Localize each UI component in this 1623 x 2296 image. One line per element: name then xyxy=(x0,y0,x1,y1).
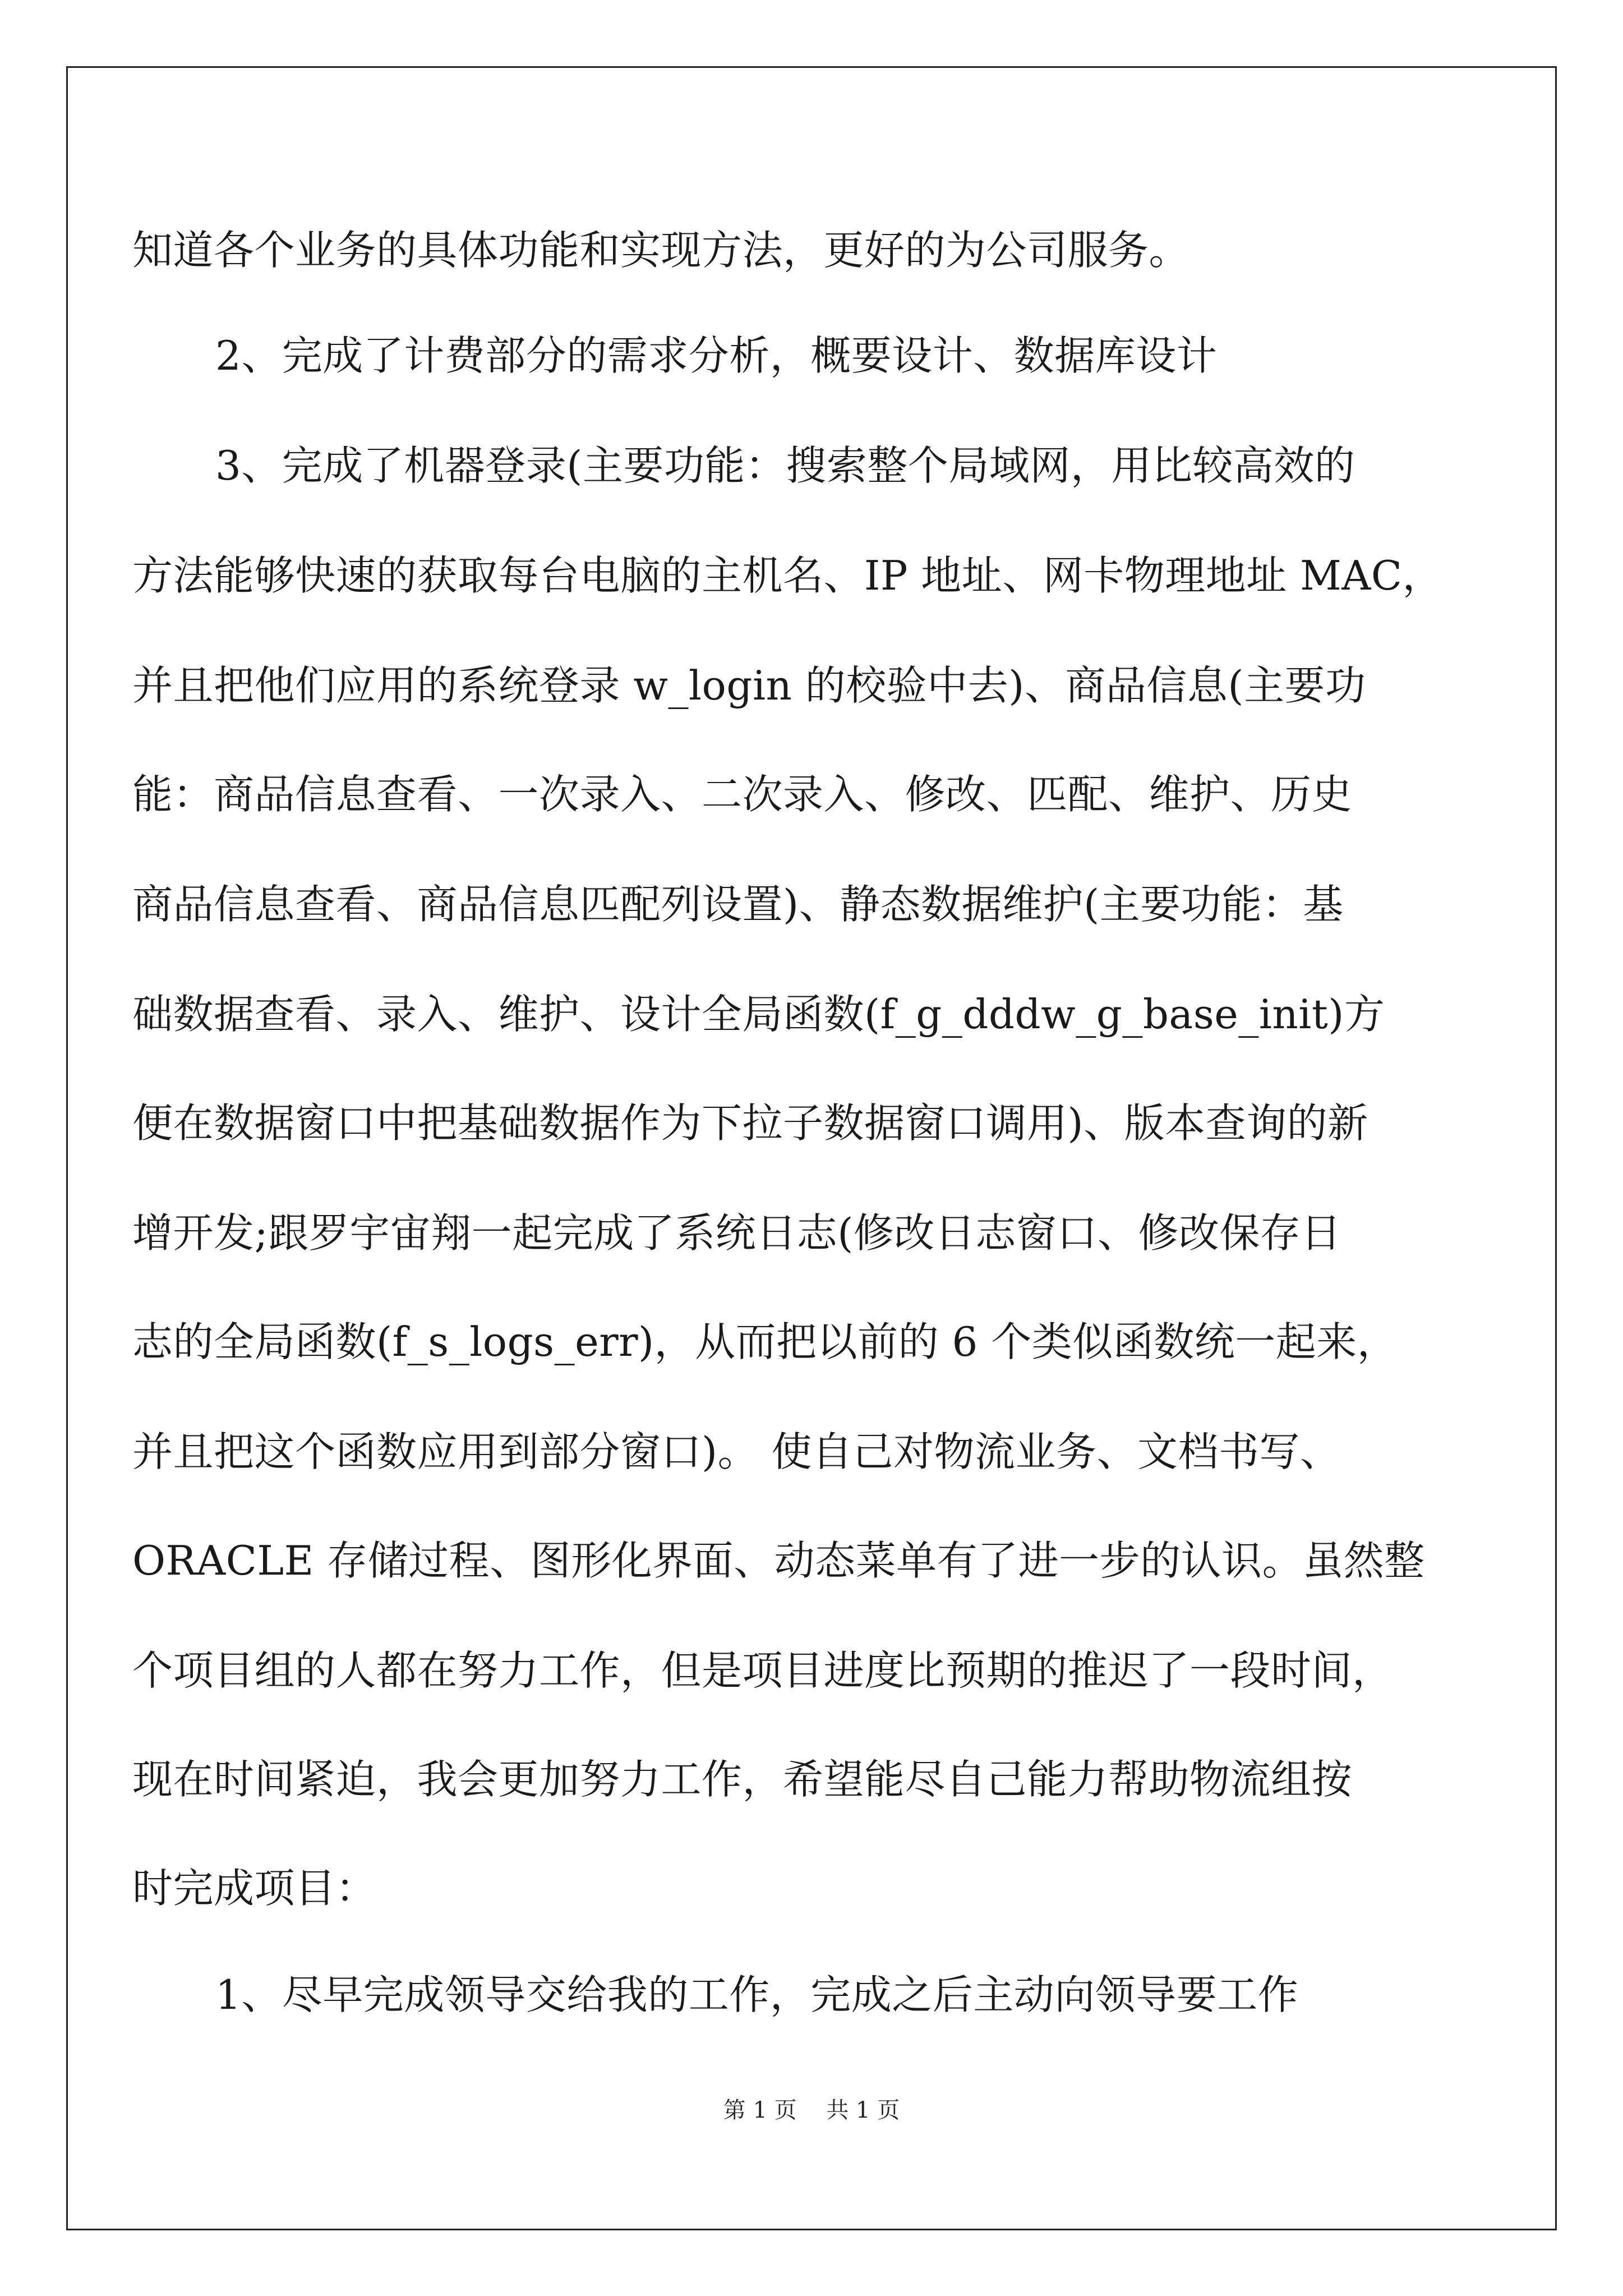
text-line: 2、完成了计费部分的需求分析，概要设计、数据库设计 xyxy=(215,332,1218,379)
text-line: 志的全局函数(f_s_logs_err)，从而把以前的 6 个类似函数统一起来， xyxy=(132,1318,1398,1365)
text-line: 便在数据窗口中把基础数据作为下拉子数据窗口调用)、版本查询的新 xyxy=(132,1099,1368,1147)
text-line: 础数据查看、录入、维护、设计全局函数(f_g_dddw_g_base_init)方 xyxy=(132,991,1385,1038)
text-line: 商品信息查看、商品信息匹配列设置)、静态数据维护(主要功能：基 xyxy=(132,881,1344,928)
text-line: 方法能够快速的获取每台电脑的主机名、IP 地址、网卡物理地址 MAC， xyxy=(132,552,1443,599)
text-line: ORACLE 存储过程、图形化界面、动态菜单有了进一步的认识。虽然整 xyxy=(132,1537,1425,1584)
text-line: 时完成项目： xyxy=(132,1865,377,1912)
text-line: 并且把他们应用的系统登录 w_login 的校验中去)、商品信息(主要功 xyxy=(132,662,1366,709)
text-line: 知道各个业务的具体功能和实现方法，更好的为公司服务。 xyxy=(132,227,1190,274)
text-line: 增开发;跟罗宇宙翔一起完成了系统日志(修改日志窗口、修改保存日 xyxy=(132,1209,1341,1257)
page-number-footer: 第 1 页 共 1 页 xyxy=(723,2097,900,2123)
text-line: 个项目组的人都在努力工作，但是项目进度比预期的推迟了一段时间， xyxy=(132,1647,1393,1694)
text-line: 能：商品信息查看、一次录入、二次录入、修改、匹配、维护、历史 xyxy=(132,771,1353,818)
text-line: 现在时间紧迫，我会更加努力工作，希望能尽自己能力帮助物流组按 xyxy=(132,1756,1353,1803)
text-line: 1、尽早完成领导交给我的工作，完成之后主动向领导要工作 xyxy=(215,1971,1299,2018)
text-line: 3、完成了机器登录(主要功能：搜索整个局域网，用比较高效的 xyxy=(215,442,1355,489)
text-line: 并且把这个函数应用到部分窗口)。 使自己对物流业务、文档书写、 xyxy=(132,1428,1341,1475)
